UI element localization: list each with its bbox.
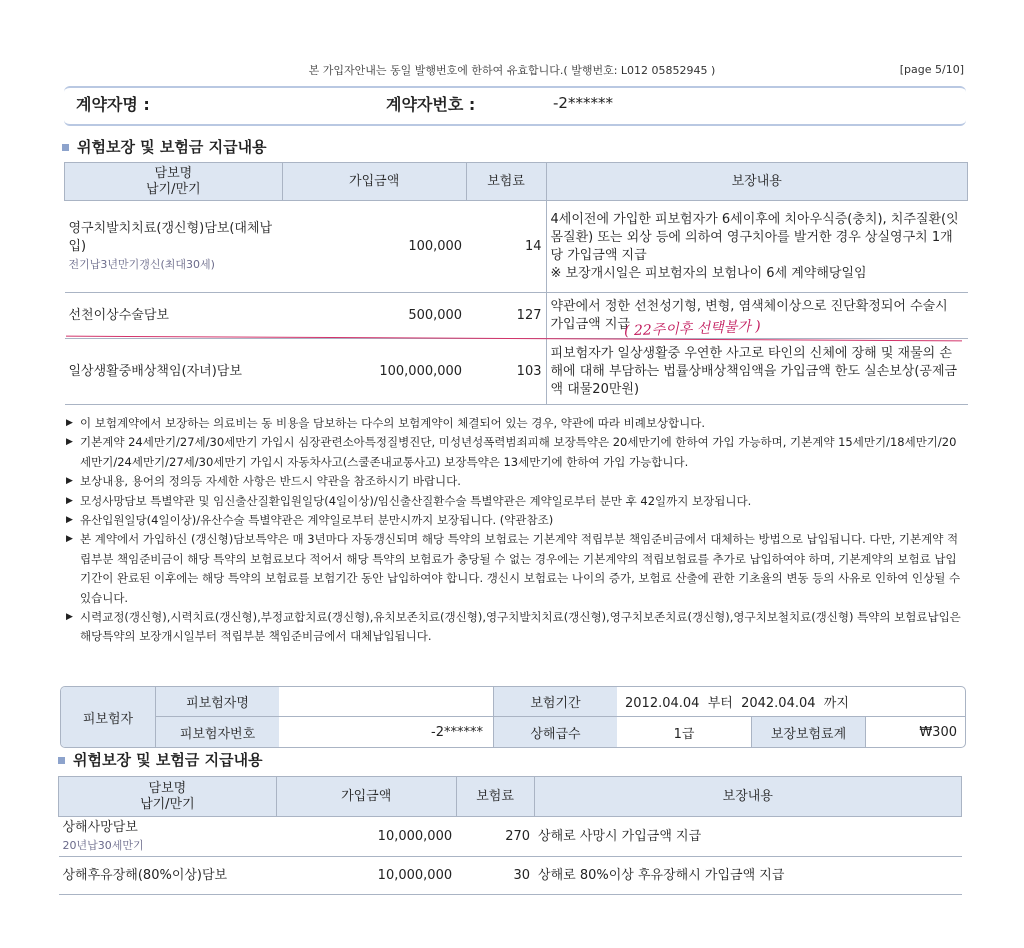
bullet-arrow-icon: ▶ [66,495,73,506]
bullet-arrow-icon: ▶ [66,612,73,623]
section-bullet-icon [58,757,65,764]
bullet-arrow-icon: ▶ [66,534,73,545]
coverage-desc: 피보험자가 일상생활중 우연한 사고로 타인의 신체에 장해 및 재물의 손해에 대해 부담하는 법률상배상책임액을 가입금액 한도 실손보상(공제금액 대물20만원) [546,339,968,405]
coverage-name: 상해후유장해(80%이상)담보 [59,857,277,895]
contractor-id-value: -2****** [553,94,613,112]
note-item: ▶ 모성사망담보 특별약관 및 임신출산질환입원일당(4일이상)/임신출산질환수술 특별약관은 계약일로부터 분만 후 42일까지 보장됩니다. [66,492,964,511]
section1-title [62,136,267,157]
page-number: [page 5/10] [899,63,964,76]
contractor-bar [64,86,966,126]
coverage-term: 20년납30세만기 [62,838,144,852]
header-coverage: 담보명 납기/만기 [59,777,277,817]
table-row [59,817,962,857]
section2-title [58,749,263,770]
note-item: ▶ 유산입원일당(4일이상)/유산수술 특별약관은 계약일로부터 분만시까지 보장됩니다. (약관참조) [66,511,964,530]
header-coverage: 담보명 납기/만기 [65,163,283,201]
note-item: ▶ 본 계약에서 가입하신 (갱신형)담보특약은 매 3년마다 자동갱신되며 해당 특약의 보험료는 기본계약 적립부분 책임준비금에서 대체하는 방법으로 납입됩니다. 다만, 기본계약 적립부분 책임준비금이 해당 특약의 보험료보다 적어서 해당 특약의 보험료가 충당될 수 없는 경우에는 기본계약의 적립보험료를 추가로 납입하여야 하며, 기본계약의 보험료 납입기간이 완료된 이후에는 해당 특약의 보험료를 보험기간 동안 납입하여야 합니다. 갱신시 보험료는 나이의 증가, 보험료 산출에 관한 기초율의 변동 등의 사유로 인하여 인상될 수 있습니다. [66,532,961,605]
coverage-premium: 30 [456,857,534,895]
coverage-desc: 약관에서 정한 선천성기형, 변형, 염색체이상으로 진단확정되어 수술시 가입금액 지급 [546,293,968,339]
coverage-desc: 상해로 사망시 가입금액 지급 [534,817,961,857]
period-value: 2012.04.04 부터 2042.04.04 까지 [617,687,965,717]
contractor-id-label: 계약자번호 : [386,95,476,114]
insured-name-label: 피보험자명 [155,687,279,717]
table-row [65,293,968,339]
table-header-row [59,777,962,817]
note-item: ▶ 시력교정(갱신형),시력치료(갱신형),부정교합치료(갱신형),유치보존치료(갱신형),영구치발치치료(갱신형),영구치보존치료(갱신형),영구치보철치료(갱신형) 특약의 보험료납입은 해당특약의 보장개시일부터 적립부분 책임준비금에서 대체납입됩니다. [66,610,961,644]
coverage-term: 전기납3년만기갱신(최대30세) [68,257,215,271]
header-amount: 가입금액 [276,777,456,817]
header-content: 보장내용 [534,777,961,817]
validity-note: 본 가입자안내는 동일 발행번호에 한하여 유효합니다.( 발행번호: L012 05852945 ) [308,64,716,77]
note-item: ▶ 이 보험계약에서 보장하는 의료비는 동 비용을 담보하는 다수의 보험계약이 체결되어 있는 경우, 약관에 따라 비례보상합니다. [66,414,964,433]
coverage-premium: 14 [466,201,546,293]
table-row [65,201,968,293]
note-item: ▶ 기본계약 24세만기/27세/30세만기 가입시 심장관련소아특정질병진단, 미성년성폭력범죄피해 보장특약은 20세만기에 한하여 가입 가능하며, 기본계약 15세만기/18세만기/20세만기/24세만기/27세/30세만기 가입시 자동차사고(스쿨존내교통사고) 보장특약은 13세만기에 한하여 가입 가능합니다. [66,435,957,469]
coverage-desc-note: ※ 보장개시일은 피보험자의 보험나이 6세 계약해당일임 [550,265,867,281]
grade-value: 1급 [673,726,695,742]
handwritten-note: ( 22주이후 선택불가 ) [623,318,762,340]
coverage-premium: 103 [466,339,546,405]
insured-id-value: -2****** [431,724,483,740]
total-premium-value: ₩300 [865,717,965,747]
grade-label: 상해급수 [493,717,617,747]
table-header-row [65,163,968,201]
coverage-amount: 10,000,000 [276,857,456,895]
total-premium-label: 보장보험료계 [751,717,865,747]
insured-name-value [279,687,493,717]
coverage-amount: 10,000,000 [276,817,456,857]
coverage-table-2 [58,776,962,895]
insured-id-label: 피보험자번호 [155,717,279,747]
section2-title-text: 위험보장 및 보험금 지급내용 [73,751,263,769]
coverage-name: 일상생활중배상책임(자녀)담보 [65,339,283,405]
period-label: 보험기간 [493,687,617,717]
header-content: 보장내용 [546,163,968,201]
table-row [59,857,962,895]
bullet-arrow-icon: ▶ [66,418,73,428]
coverage-name: 영구치발치치료(갱신형)담보(대체납입) [68,220,273,254]
coverage-desc: 4세이전에 가입한 피보험자가 6세이후에 치아우식증(충치), 치주질환(잇몸질환) 또는 외상 등에 의하여 영구치아를 발거한 경우 상실영구치 1개당 가입금액 지급 [550,211,959,263]
coverage-name: 상해사망담보 [62,819,138,835]
coverage-amount: 500,000 [282,293,466,339]
contractor-name-label: 계약자명 : [76,95,150,114]
coverage-desc: 상해로 80%이상 후유장해시 가입금액 지급 [534,857,961,895]
coverage-name: 선천이상수술담보 [65,293,283,339]
coverage-premium: 127 [466,293,546,339]
bullet-arrow-icon: ▶ [66,437,73,448]
notes-list [66,414,964,647]
coverage-table-1 [64,162,968,405]
bullet-arrow-icon: ▶ [66,476,73,487]
header-premium: 보험료 [466,163,546,201]
coverage-amount: 100,000 [282,201,466,293]
coverage-premium: 270 [456,817,534,857]
coverage-amount: 100,000,000 [282,339,466,405]
header-premium: 보험료 [456,777,534,817]
section-bullet-icon [62,144,69,151]
bullet-arrow-icon: ▶ [66,515,73,526]
table-row [65,339,968,405]
header-amount: 가입금액 [282,163,466,201]
section1-title-text: 위험보장 및 보험금 지급내용 [77,138,267,156]
insured-info-box [60,686,966,748]
note-item: ▶ 보상내용, 용어의 정의등 자세한 사항은 반드시 약관을 참조하시기 바랍니다. [66,472,964,491]
insured-head: 피보험자 [61,687,155,747]
